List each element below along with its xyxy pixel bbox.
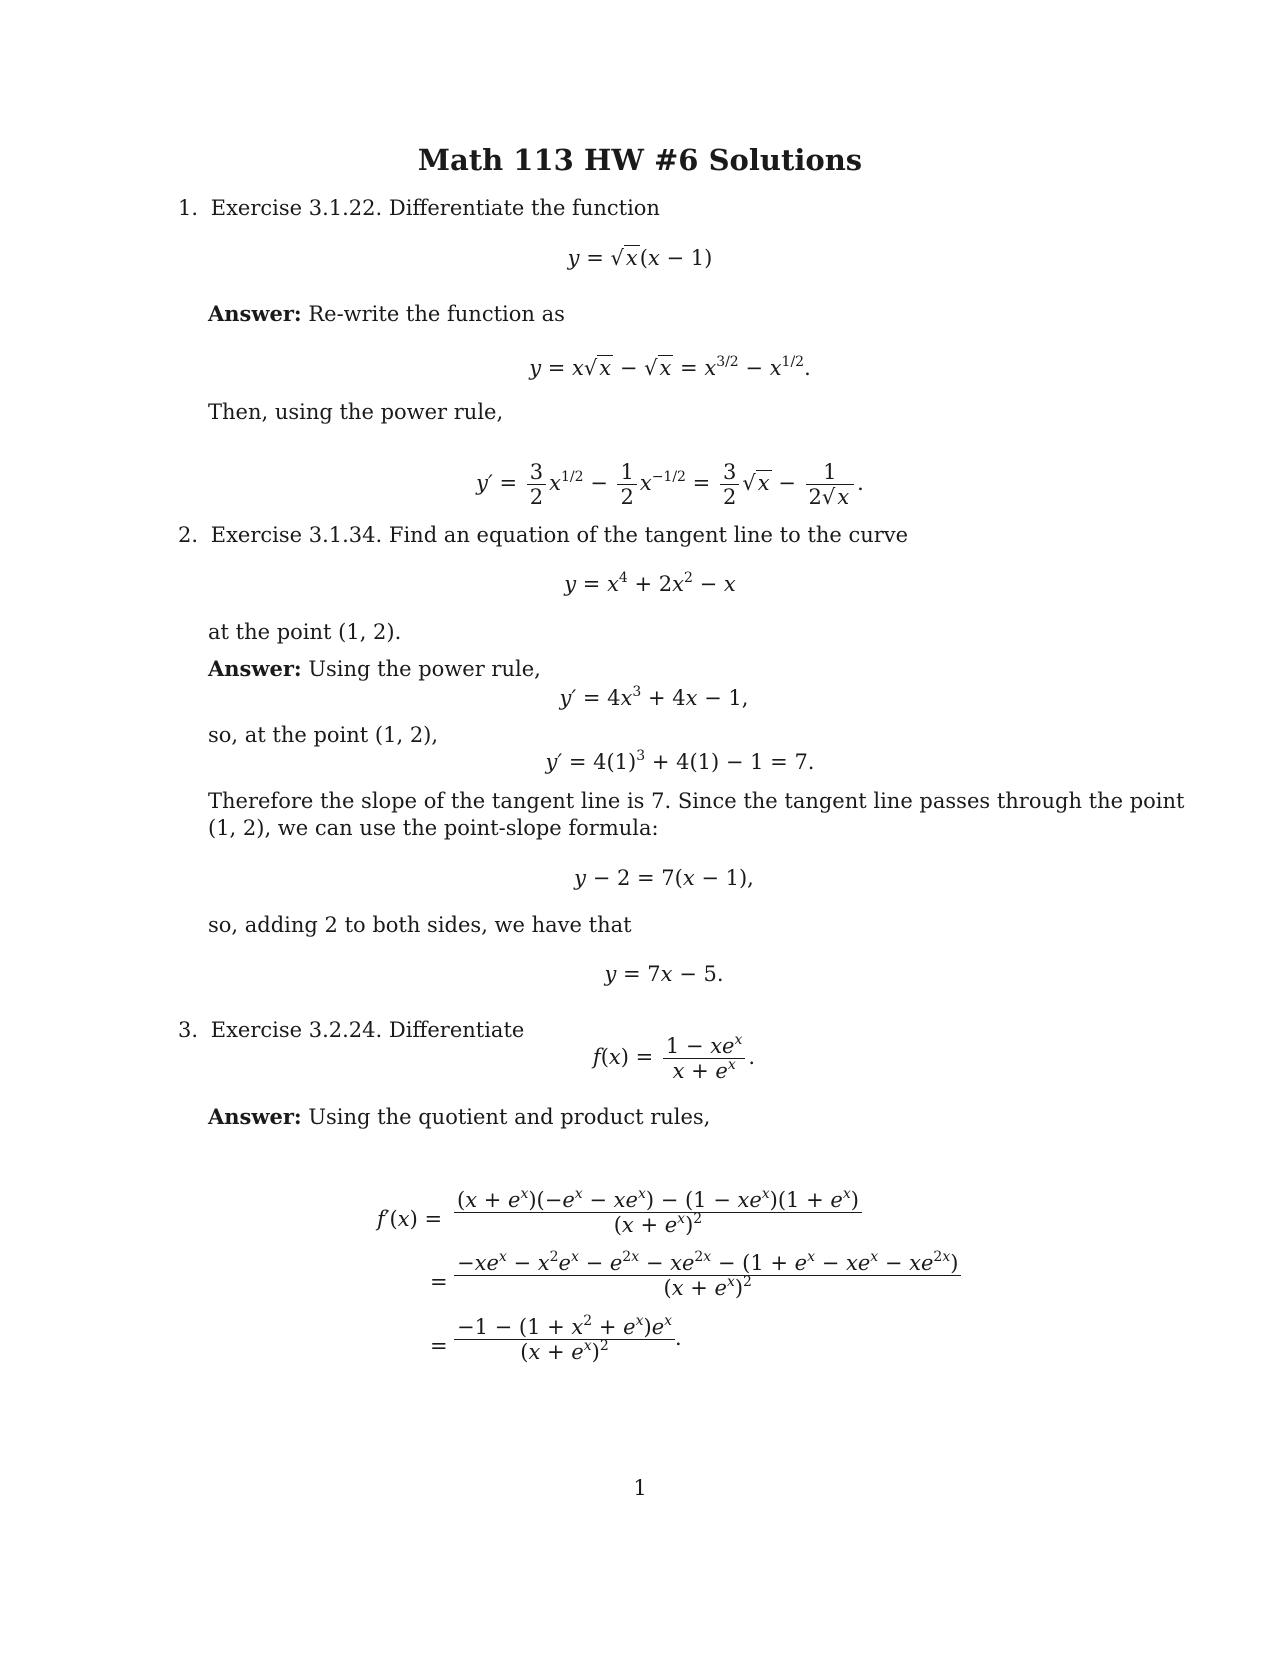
equation-2-curve: $y = x^4 + 2x^2 - x$ <box>564 570 736 596</box>
equation-3-step-3: $\frac{-1 - (1 + x^2 + e^x)e^x}{(x + e^x)^2}$ . <box>454 1315 682 1364</box>
page-number: 1 <box>633 1476 647 1500</box>
equation-1-rewrite: $y = x√x - √x = x^{3/2} - x^{1/2}$. <box>529 354 811 380</box>
problem-1-then-text: Then, using the power rule, <box>208 400 504 424</box>
problem-2-at-point: at the point (1, 2). <box>208 620 402 644</box>
equation-2-tangent-line: y = 7x − 5. <box>604 962 724 986</box>
problem-1-answer-intro <box>208 301 565 326</box>
problem-2-therefore-line-2: (1, 2), we can use the point-slope formula: <box>208 816 659 840</box>
problem-2-therefore-line-1: Therefore the slope of the tangent line is 7. Since the tangent line passes through the point <box>208 789 1185 813</box>
equation-2-slope: $y' = 4(1)^3 + 4(1) - 1 = 7$. <box>545 748 815 774</box>
problem-1-number: 1. <box>178 196 199 220</box>
equation-1-derivative: y′ = $\frac{3}{2}$ $x^{1/2}$ − $\frac{1}{2}$ $x^{-1/2}$ = $\frac{3}{2}$ √x − $\frac{1}{2√x}$ . <box>476 460 864 509</box>
problem-1-prompt-text: Exercise 3.1.22. Differentiate the function <box>210 196 660 220</box>
answer-label: Answer: <box>208 656 302 681</box>
equation-3-lhs: f′(x) = <box>377 1207 443 1231</box>
answer-label: Answer: <box>208 301 302 326</box>
problem-2-adding-text: so, adding 2 to both sides, we have that <box>208 913 632 937</box>
problem-2-number: 2. <box>178 523 199 547</box>
problem-2-prompt-text: Exercise 3.1.34. Find an equation of the tangent line to the curve <box>210 523 909 547</box>
equation-2-derivative: $y' = 4x^3 + 4x - 1$, <box>559 684 749 710</box>
equation-3-step-1: $\frac{(x + e^x)(-e^x - xe^x) - (1 - xe^x)(1 + e^x)}{(x + e^x)^2}$ <box>454 1188 862 1237</box>
problem-3-number: 3. <box>178 1018 199 1042</box>
answer-label: Answer: <box>208 1104 302 1129</box>
problem-1-prompt <box>178 196 660 220</box>
answer-text: Re-write the function as <box>308 302 565 326</box>
equation-1-function: y = √x(x − 1) <box>567 246 713 270</box>
equation-2-point-slope: y − 2 = 7(x − 1), <box>574 866 754 890</box>
problem-3-prompt-text: Exercise 3.2.24. Differentiate <box>210 1018 525 1042</box>
page-title: Math 113 HW #6 Solutions <box>417 143 863 177</box>
equation-3-step-2: $\frac{-xe^x - x^2e^x - e^{2x} - xe^{2x} - (1 + e^x - xe^x - xe^{2x})}{(x + e^x)^2}$ <box>454 1251 961 1300</box>
answer-text: Using the quotient and product rules, <box>308 1105 711 1129</box>
equals-sign-2: = <box>430 1270 448 1294</box>
answer-text: Using the power rule, <box>308 657 541 681</box>
problem-2-answer-intro <box>208 656 541 681</box>
problem-2-prompt <box>178 523 908 547</box>
problem-2-so-text: so, at the point (1, 2), <box>208 723 439 747</box>
equals-sign-3: = <box>430 1334 448 1358</box>
equation-3-function: f(x) = $\frac{1 - xe^x}{x + e^x}$ . <box>592 1032 756 1083</box>
problem-3-answer-intro <box>208 1104 710 1129</box>
